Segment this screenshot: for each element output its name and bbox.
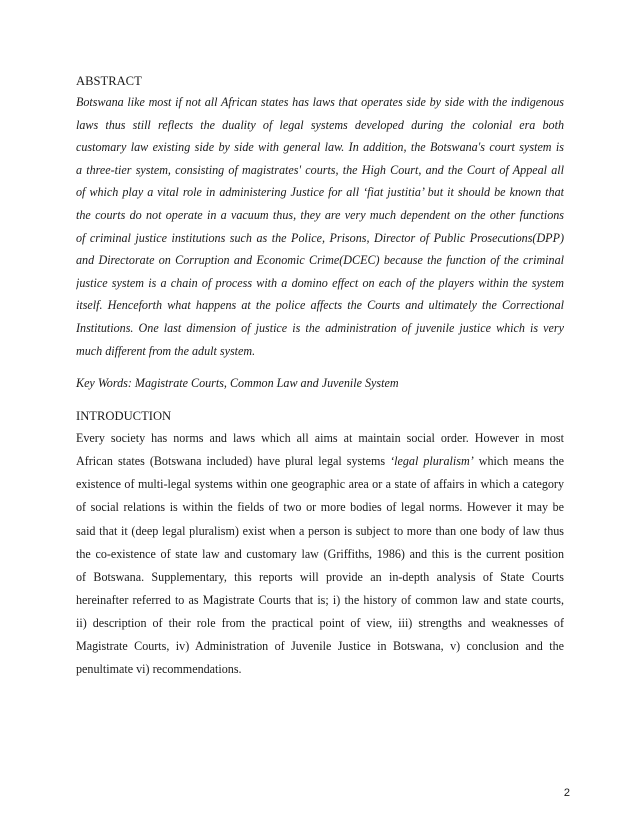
abstract-line: laws thus still reflects the duality of legal systems developed during the colonial era both — [76, 117, 564, 132]
abstract-line: customary law existing side by side with general law. In addition, the Botswana's court system is — [76, 140, 564, 155]
abstract-line: Institutions. One last dimension of justice is the administration of juvenile justice which is very — [76, 320, 564, 335]
introduction-paragraph — [76, 427, 564, 681]
abstract-line: of which play a vital role in administering Justice for all ‘fiat justitia’ but it should be known that — [76, 185, 564, 200]
page-number: 2 — [563, 787, 570, 799]
introduction-line — [76, 450, 564, 473]
introduction-line: Magistrate Courts, iv) Administration of Juvenile Justice in Botswana, v) conclusion and the — [76, 638, 564, 653]
introduction-line: ii) description of their role from the practical point of view, iii) strengths and weaknesses of — [76, 615, 564, 630]
abstract-paragraph — [76, 91, 564, 362]
introduction-line: existence of multi-legal systems within one geographic area or a state of affairs in which a category — [76, 477, 564, 492]
abstract-line: a three-tier system, consisting of magistrates' courts, the High Court, and the Court of Appeal all — [76, 162, 564, 177]
introduction-line: hereinafter referred to as Magistrate Courts that is; i) the history of common law and state courts, — [76, 592, 564, 607]
introduction-line: Every society has norms and laws which all aims at maintain social order. However in most — [76, 431, 564, 446]
abstract-heading: ABSTRACT — [76, 74, 142, 88]
introduction-line: penultimate vi) recommendations. — [76, 662, 242, 677]
abstract-line: the courts do not operate in a vacuum thus, they are very much dependent on the other functions — [76, 207, 564, 222]
introduction-line: said that it (deep legal pluralism) exist when a person is subject to more than one body of law thus — [76, 523, 564, 538]
abstract-line: much different from the adult system. — [76, 343, 256, 358]
abstract-line: Botswana like most if not all African states has laws that operates side by side with the indigenous — [76, 95, 564, 109]
page-body — [76, 71, 564, 681]
legal-pluralism-term: ‘legal pluralism’ — [390, 454, 474, 469]
abstract-line: and Directorate on Corruption and Economic Crime(DCEC) because the function of the criminal — [76, 253, 564, 268]
abstract-line: itself. Henceforth what happens at the police affects the Courts and ultimately the Correctional — [76, 298, 564, 313]
abstract-line: justice system is a chain of process with a domino effect on each of the players within the system — [76, 275, 564, 290]
introduction-line-part: which means the — [473, 454, 564, 469]
introduction-line: of Botswana. Supplementary, this reports will provide an in-depth analysis of State Courts — [76, 569, 564, 584]
introduction-line: of social relations is within the fields of two or more bodies of legal norms. However it may be — [76, 500, 564, 515]
keywords-line: Key Words: Magistrate Courts, Common Law and Juvenile System — [76, 376, 399, 391]
abstract-line: of criminal justice institutions such as the Police, Prisons, Director of Public Prosecutions(DPP) — [76, 230, 564, 245]
introduction-heading: INTRODUCTION — [76, 409, 172, 424]
introduction-line-part: African states (Botswana included) have plural legal systems — [76, 454, 391, 469]
introduction-line: the co-existence of state law and customary law (Griffiths, 1986) and this is the current position — [76, 546, 564, 561]
